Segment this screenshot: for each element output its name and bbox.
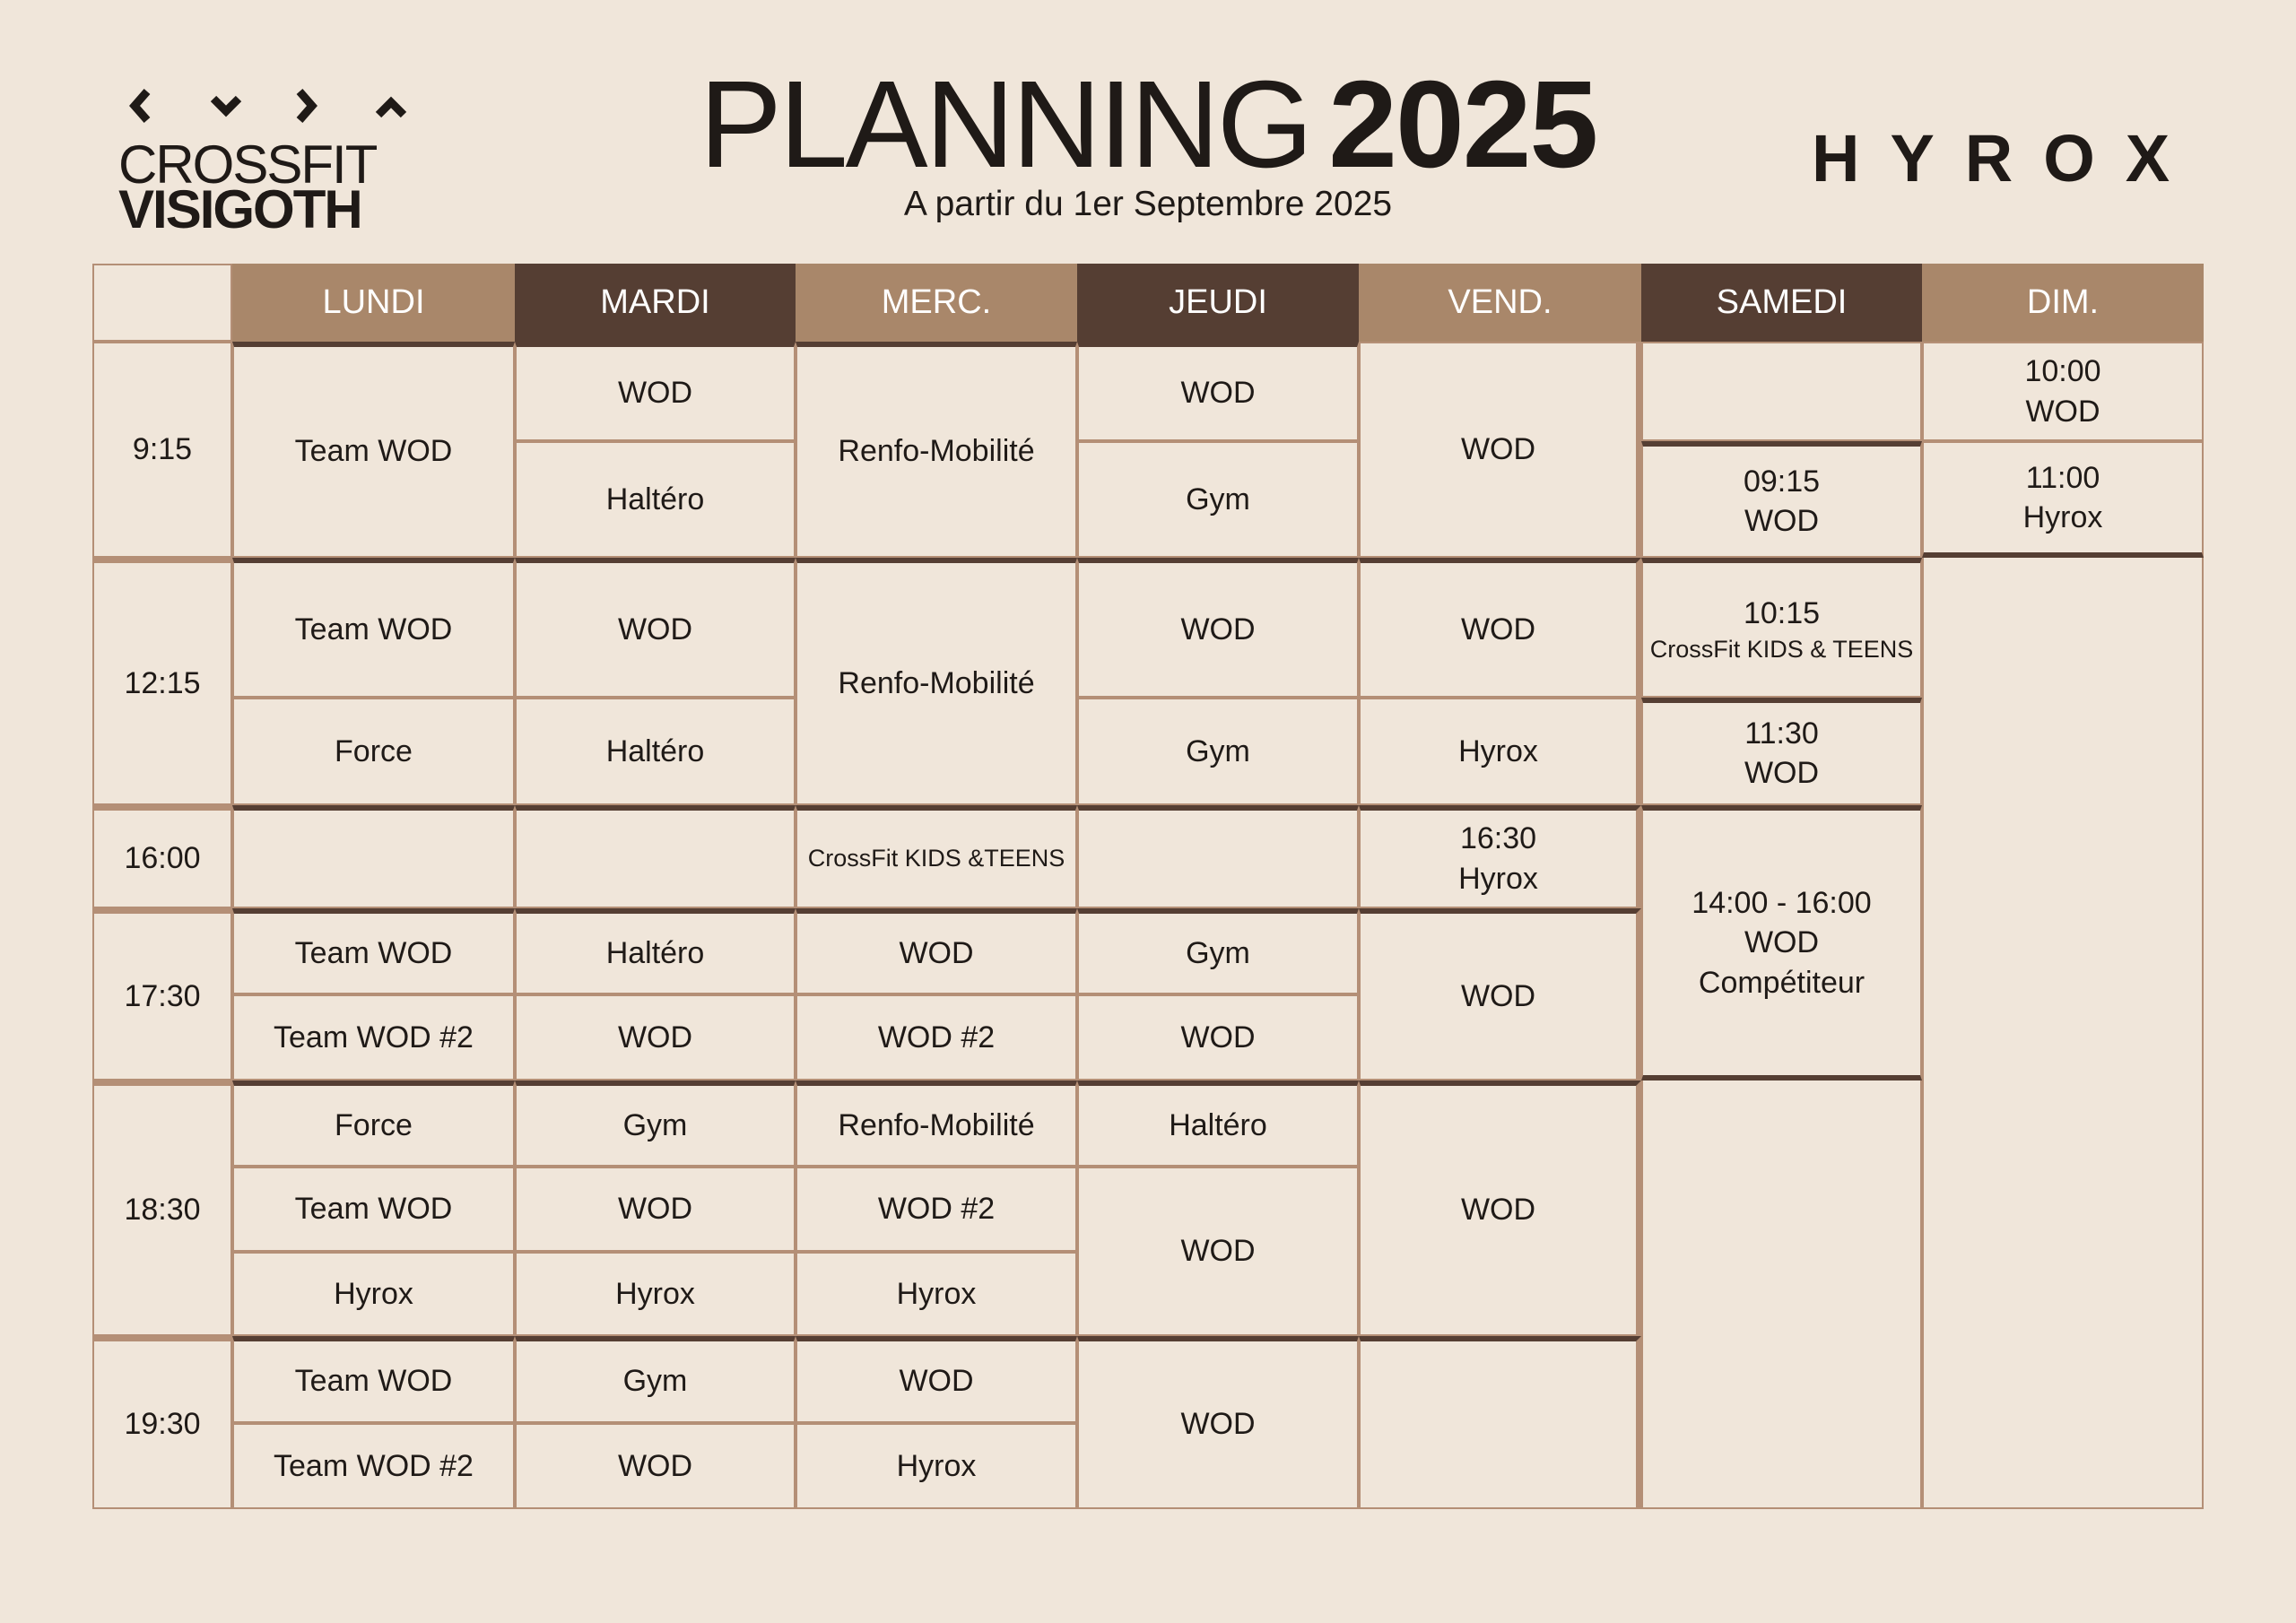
- sat-class-4-text-3: Compétiteur: [1698, 965, 1866, 1000]
- thu-class-5: [1077, 908, 1359, 994]
- mon-class-10: [232, 1423, 515, 1509]
- mon-class-3-text: Force: [335, 733, 413, 768]
- mon-class-4-text: Team WOD: [294, 935, 453, 970]
- tue-class-4: [515, 698, 796, 805]
- mon-class-2: [232, 558, 515, 698]
- time-6: [92, 1336, 232, 1509]
- tue-class-7: [515, 1081, 796, 1167]
- thu-empty-1600: [1077, 805, 1359, 908]
- logo-line-1: CROSSFIT: [118, 135, 377, 195]
- day-header-4: [1077, 264, 1359, 342]
- wed-class-3: [796, 805, 1077, 908]
- wed-class-7-text: WOD #2: [877, 1192, 996, 1227]
- hyrox-logo: HYROX: [1812, 121, 2201, 195]
- thu-class-1: [1077, 342, 1359, 441]
- tue-class-1: [515, 342, 796, 441]
- sat-class-4: [1641, 805, 1922, 1081]
- thu-class-8: [1077, 1167, 1359, 1336]
- time-2-text: 12:15: [124, 665, 201, 700]
- tue-class-3: [515, 558, 796, 698]
- thu-class-3-text: WOD: [1180, 612, 1256, 647]
- sun-class-1-text-2: WOD: [2025, 394, 2100, 429]
- mon-class-4: [232, 908, 515, 994]
- tue-class-3-text: WOD: [617, 612, 693, 647]
- mon-class-7: [232, 1167, 515, 1252]
- thu-class-4-text: Gym: [1186, 733, 1250, 768]
- title-planning: PLANNING: [699, 56, 1311, 194]
- fri-class-2: [1359, 558, 1641, 698]
- logo-line-2: VISIGOTH: [118, 179, 361, 239]
- day-header-6: [1641, 264, 1922, 342]
- thu-class-6: [1077, 994, 1359, 1081]
- time-2: [92, 558, 232, 805]
- wed-class-8-text: Hyrox: [896, 1276, 977, 1311]
- mon-class-7-text: Team WOD: [294, 1192, 453, 1227]
- day-header-5: [1359, 264, 1641, 342]
- tue-class-5: [515, 908, 796, 994]
- thu-class-7-text: Haltéro: [1169, 1107, 1267, 1142]
- sat-class-4-text-2: WOD: [1744, 925, 1820, 960]
- thu-class-9-text: WOD: [1180, 1407, 1256, 1442]
- sat-class-4-text-1: 14:00 - 16:00: [1692, 886, 1872, 921]
- sat-class-1: [1641, 441, 1922, 558]
- time-4: [92, 908, 232, 1081]
- wed-class-5-text: WOD #2: [877, 1020, 996, 1055]
- header-corner: [92, 264, 232, 342]
- wed-class-2: [796, 558, 1077, 805]
- fri-class-1: [1359, 342, 1641, 558]
- mon-class-6: [232, 1081, 515, 1167]
- time-1-text: 9:15: [132, 432, 193, 467]
- fri-class-6: [1359, 1081, 1641, 1336]
- mon-class-9-text: Team WOD: [294, 1364, 453, 1399]
- thu-class-2-text: Gym: [1186, 482, 1250, 516]
- thu-class-7: [1077, 1081, 1359, 1167]
- day-header-7: [1922, 264, 2204, 342]
- fri-class-5: [1359, 908, 1641, 1081]
- time-5-text: 18:30: [124, 1193, 201, 1228]
- wed-class-6: [796, 1081, 1077, 1167]
- mon-class-1: [232, 342, 515, 558]
- day-header-5-text: VEND.: [1448, 282, 1552, 321]
- sun-empty-rest: [1922, 558, 2204, 1509]
- wed-class-4: [796, 908, 1077, 994]
- thu-class-5-text: Gym: [1186, 935, 1250, 970]
- title-year: 2025: [1328, 56, 1597, 194]
- mon-class-8: [232, 1252, 515, 1336]
- sat-class-1-text-1: 09:15: [1743, 464, 1821, 499]
- tue-class-2-text: Haltéro: [605, 482, 705, 516]
- tue-class-7-text: Gym: [622, 1107, 688, 1142]
- mon-class-5-text: Team WOD #2: [274, 1020, 474, 1055]
- day-header-1-text: LUNDI: [322, 282, 425, 321]
- day-header-2: [515, 264, 796, 342]
- thu-class-1-text: WOD: [1180, 376, 1256, 411]
- mon-class-10-text: Team WOD #2: [274, 1448, 474, 1483]
- sun-class-2: [1922, 441, 2204, 558]
- tue-class-9: [515, 1252, 796, 1336]
- fri-class-2-text: WOD: [1460, 612, 1536, 647]
- tue-class-6-text: WOD: [617, 1020, 693, 1055]
- day-header-3-text: MERC.: [881, 282, 992, 321]
- tue-class-11-text: WOD: [617, 1448, 693, 1483]
- tue-class-4-text: Haltéro: [605, 733, 705, 768]
- wed-class-9-text: WOD: [899, 1364, 974, 1399]
- day-header-1: [232, 264, 515, 342]
- mon-class-6-text: Force: [335, 1107, 413, 1142]
- tue-class-10: [515, 1336, 796, 1423]
- mon-class-8-text: Hyrox: [334, 1276, 413, 1311]
- tue-empty-1600: [515, 805, 796, 908]
- tue-class-10-text: Gym: [622, 1364, 688, 1399]
- sat-empty-evening: [1641, 1081, 1922, 1509]
- day-header-4-text: JEUDI: [1169, 282, 1267, 321]
- day-header-7-text: DIM.: [2026, 282, 2100, 321]
- tue-class-9-text: Hyrox: [615, 1276, 695, 1311]
- wed-class-7: [796, 1167, 1077, 1252]
- sat-class-2-text-1: 10:15: [1743, 596, 1821, 631]
- wed-class-5: [796, 994, 1077, 1081]
- wed-class-1: [796, 342, 1077, 558]
- fri-class-4: [1359, 805, 1641, 908]
- tue-class-2: [515, 441, 796, 558]
- wed-class-10-text: Hyrox: [896, 1448, 977, 1483]
- sat-class-3: [1641, 698, 1922, 805]
- sat-class-3-text-1: 11:30: [1744, 716, 1819, 751]
- wed-class-8: [796, 1252, 1077, 1336]
- day-header-3: [796, 264, 1077, 342]
- fri-empty-1930: [1359, 1336, 1641, 1509]
- tue-class-5-text: Haltéro: [605, 935, 705, 970]
- fri-class-6-text: WOD: [1460, 1193, 1536, 1228]
- sun-class-2-text-2: Hyrox: [2022, 500, 2103, 534]
- tue-class-6: [515, 994, 796, 1081]
- sat-empty-0915: [1641, 342, 1922, 441]
- time-5: [92, 1081, 232, 1336]
- tue-class-11: [515, 1423, 796, 1509]
- sun-class-1-text-1: 10:00: [2024, 354, 2101, 389]
- wed-class-4-text: WOD: [899, 935, 974, 970]
- thu-class-2: [1077, 441, 1359, 558]
- mon-class-2-text: Team WOD: [294, 612, 453, 647]
- time-3-text: 16:00: [124, 841, 201, 876]
- tue-class-1-text: WOD: [617, 376, 693, 411]
- fri-class-4-text-1: 16:30: [1459, 821, 1537, 856]
- wed-class-3-text: CrossFit KIDS &TEENS: [807, 844, 1065, 872]
- page-subtitle: A partir du 1er Septembre 2025: [903, 185, 1393, 223]
- time-3: [92, 805, 232, 908]
- fri-class-3-text: Hyrox: [1458, 733, 1538, 768]
- thu-class-4: [1077, 698, 1359, 805]
- tue-class-8-text: WOD: [617, 1192, 693, 1227]
- sat-class-2-text-2: CrossFit KIDS & TEENS: [1649, 635, 1914, 663]
- thu-class-9: [1077, 1336, 1359, 1509]
- wed-class-6-text: Renfo-Mobilité: [838, 1107, 1035, 1142]
- mon-class-9: [232, 1336, 515, 1423]
- mon-class-1-text: Team WOD: [294, 434, 453, 469]
- time-6-text: 19:30: [124, 1407, 201, 1442]
- time-4-text: 17:30: [124, 978, 201, 1013]
- sat-class-1-text-2: WOD: [1744, 504, 1820, 538]
- mon-class-3: [232, 698, 515, 805]
- mon-empty-1600: [232, 805, 515, 908]
- wed-class-10: [796, 1423, 1077, 1509]
- mon-class-5: [232, 994, 515, 1081]
- sun-class-1: [1922, 342, 2204, 441]
- fri-class-1-text: WOD: [1460, 432, 1536, 467]
- time-1: [92, 342, 232, 558]
- sat-class-3-text-2: WOD: [1744, 756, 1820, 790]
- fri-class-3: [1359, 698, 1641, 805]
- wed-class-9: [796, 1336, 1077, 1423]
- tue-class-8: [515, 1167, 796, 1252]
- thu-class-8-text: WOD: [1180, 1234, 1256, 1269]
- day-header-2-text: MARDI: [600, 282, 710, 321]
- sat-class-2: [1641, 558, 1922, 698]
- fri-class-4-text-2: Hyrox: [1458, 861, 1538, 896]
- sun-class-2-text-1: 11:00: [2025, 460, 2100, 495]
- wed-class-2-text: Renfo-Mobilité: [838, 665, 1035, 700]
- thu-class-3: [1077, 558, 1359, 698]
- fri-class-5-text: WOD: [1460, 978, 1536, 1013]
- thu-class-6-text: WOD: [1180, 1020, 1256, 1055]
- wed-class-1-text: Renfo-Mobilité: [838, 434, 1035, 469]
- day-header-6-text: SAMEDI: [1716, 282, 1848, 321]
